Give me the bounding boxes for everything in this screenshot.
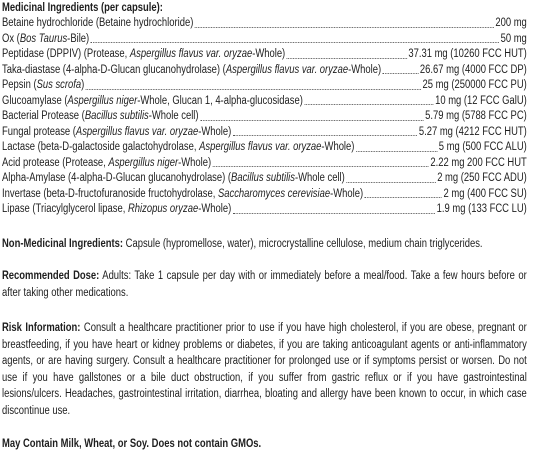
dot-leader — [356, 151, 437, 152]
ingredient-source-italic: Aspergillus niger — [108, 156, 179, 169]
ingredient-source-italic: Aspergillus niger — [67, 94, 138, 107]
risk-information-section — [2, 320, 527, 419]
ingredient-row — [2, 63, 527, 79]
ingredient-amount: 25 mg (250000 FCC PU) — [422, 79, 527, 91]
ingredient-name-suffix: -Whole) — [198, 125, 232, 138]
non-medicinal-section — [2, 236, 527, 253]
dot-leader — [233, 213, 435, 214]
dot-leader — [305, 104, 434, 105]
ingredient-name-suffix: -Whole cell) — [294, 172, 345, 184]
ingredient-name-text: Ox ( — [2, 32, 20, 45]
ingredient-amount: 2.22 mg 200 FCC HUT — [430, 156, 527, 169]
ingredient-row — [2, 125, 527, 141]
ingredient-name-text: Bacterial Protease ( — [2, 110, 85, 122]
ingredient-name-text: Lactase (beta-D-galactoside galactohydrolase, — [2, 141, 200, 153]
ingredient-row — [2, 109, 527, 125]
ingredient-name-suffix: -Whole) — [178, 156, 212, 169]
dot-leader — [365, 197, 442, 198]
ingredient-row — [2, 16, 527, 32]
ingredient-name-text: Alpha-Amylase (4-alpha-D-Glucan glucanohydrolase) ( — [2, 172, 232, 184]
ingredient-name — [2, 16, 193, 32]
ingredient-name-suffix: -Whole) — [330, 187, 364, 200]
ingredient-row — [2, 202, 527, 218]
ingredient-amount: 2 mg (250 FCC ADU) — [437, 172, 527, 184]
ingredient-name-suffix: -Whole) — [321, 141, 355, 153]
ingredient-name-text: Pepsin ( — [2, 79, 37, 91]
ingredient-name — [2, 94, 303, 110]
ingredient-name — [2, 78, 84, 94]
ingredient-amount: 37.31 mg (10260 FCC HUT) — [408, 48, 527, 60]
dot-leader — [383, 73, 418, 74]
ingredient-source-italic: Bacillus subtilis — [231, 172, 295, 184]
dot-leader — [213, 166, 429, 167]
ingredient-name-text: Betaine hydrochloride (Betaine hydrochloride) — [2, 17, 194, 29]
ingredient-name-text: Lipase (Triacylglycerol lipase, — [2, 203, 128, 215]
dot-leader — [195, 27, 494, 28]
ingredient-name-text: Peptidase (DPPIV) (Protease, — [2, 48, 130, 60]
dot-leader — [287, 58, 407, 59]
ingredient-name — [2, 63, 381, 79]
ingredient-amount: 5.27 mg (4212 FCC HUT) — [418, 125, 527, 138]
dot-leader — [233, 135, 417, 136]
ingredient-name — [2, 202, 231, 218]
ingredient-name — [2, 125, 231, 141]
ingredient-name-suffix: -Bile) — [67, 32, 90, 45]
ingredient-name-text: Invertase (beta-D-fructofuranoside fructohydrolase, — [2, 187, 218, 200]
ingredient-name-suffix: ) — [81, 79, 85, 91]
recommended-dose-section — [2, 268, 527, 301]
ingredient-row — [2, 47, 527, 63]
ingredient-row — [2, 94, 527, 110]
ingredient-row — [2, 156, 527, 172]
ingredient-source-italic: Aspergillus flavus var. oryzae — [129, 48, 253, 60]
ingredient-amount: 1.9 mg (133 FCC LU) — [436, 203, 527, 215]
ingredient-source-italic: Bos Taurus — [19, 32, 68, 45]
label-text-block — [2, 0, 527, 453]
ingredient-row — [2, 187, 527, 203]
medicinal-ingredients-heading: Medicinal Ingredients (per capsule): — [2, 2, 163, 14]
ingredient-amount: 26.67 mg (4000 FCC DP) — [419, 63, 527, 76]
risk-text: Consult a healthcare practitioner prior to use if you have high cholesterol, if you are obese, pregnant or breastfeeding, if you have heart or kidney problems or diabetes, if you are taking anticoagulant agents or anti-inflammatory agents, or are having surgery. Consult a healthcare practitioner for prolonged use or if symptoms persist or worsen. Do not use if you have gallstones or a bile duct obstruction, if you suffer from gastric reflux or if you have gastrointestinal lesions/ulcers. Headaches, gastrointestinal irritation, diarrhea, bloating and allergy have been known to occur, in which case discontinue use. — [2, 322, 527, 417]
ingredient-name — [2, 47, 285, 63]
ingredient-name — [2, 109, 199, 125]
dot-leader — [91, 42, 499, 43]
ingredient-name — [2, 140, 354, 156]
ingredient-amount: 50 mg — [500, 32, 527, 45]
ingredient-source-italic: Aspergillus flavus var. oryzae — [75, 125, 199, 138]
dot-leader — [346, 182, 435, 183]
ingredient-source-italic: Bacillus subtilis — [84, 110, 149, 122]
non-medicinal-text: Capsule (hypromellose, water), microcrystalline cellulose, medium chain triglycerides. — [123, 237, 483, 250]
ingredient-name — [2, 187, 363, 203]
allergen-statement: May Contain Milk, Wheat, or Soy. Does not contain GMOs. — [2, 438, 262, 450]
ingredient-name — [2, 171, 345, 187]
ingredient-source-italic: Rhizopus oryzae — [127, 203, 199, 215]
ingredient-row — [2, 32, 527, 48]
ingredient-source-italic: Saccharomyces cerevisiae — [217, 187, 331, 200]
ingredient-name-text: Acid protease (Protease, — [2, 156, 109, 169]
ingredient-source-italic: Sus scrofa — [36, 79, 82, 91]
ingredient-name-suffix: -Whole) — [198, 203, 232, 215]
ingredient-row — [2, 140, 527, 156]
dose-label: Recommended Dose: — [2, 270, 100, 282]
dot-leader — [86, 89, 421, 90]
ingredient-source-italic: Aspergillus flavus var. oryzae — [225, 63, 349, 76]
ingredient-source-italic: Aspergillus flavus var. oryzae — [199, 141, 322, 153]
ingredient-amount: 5.79 mg (5788 FCC PC) — [425, 110, 527, 122]
ingredient-name-suffix: -Whole, Glucan 1, 4-alpha-glucosidase) — [137, 94, 303, 107]
dot-leader — [200, 120, 423, 121]
ingredient-amount: 5 mg (500 FCC ALU) — [438, 141, 527, 153]
ingredient-amount: 2 mg (400 FCC SU) — [443, 187, 527, 200]
ingredient-name — [2, 32, 89, 48]
ingredient-name-text: Taka-diastase (4-alpha-D-Glucan glucanohydrolase) ( — [2, 63, 226, 76]
ingredient-name — [2, 156, 211, 172]
non-medicinal-label: Non-Medicinal Ingredients: — [2, 237, 124, 250]
ingredient-name-suffix: -Whole) — [252, 48, 286, 60]
ingredient-name-suffix: -Whole) — [348, 63, 382, 76]
ingredient-name-text: Fungal protease ( — [2, 125, 76, 138]
ingredient-list — [2, 16, 527, 218]
ingredient-name-text: Glucoamylase ( — [2, 94, 68, 107]
ingredient-row — [2, 171, 527, 187]
ingredient-name-suffix: -Whole cell) — [148, 110, 199, 122]
dose-text: Adults: Take 1 capsule per day with or immediately before a meal/food. Take a few hours before or after taking other medications. — [2, 270, 527, 299]
risk-label: Risk Information: — [2, 322, 81, 334]
ingredient-amount: 10 mg (12 FCC GalU) — [435, 94, 527, 107]
ingredient-amount: 200 mg — [495, 17, 527, 29]
ingredient-row — [2, 78, 527, 94]
